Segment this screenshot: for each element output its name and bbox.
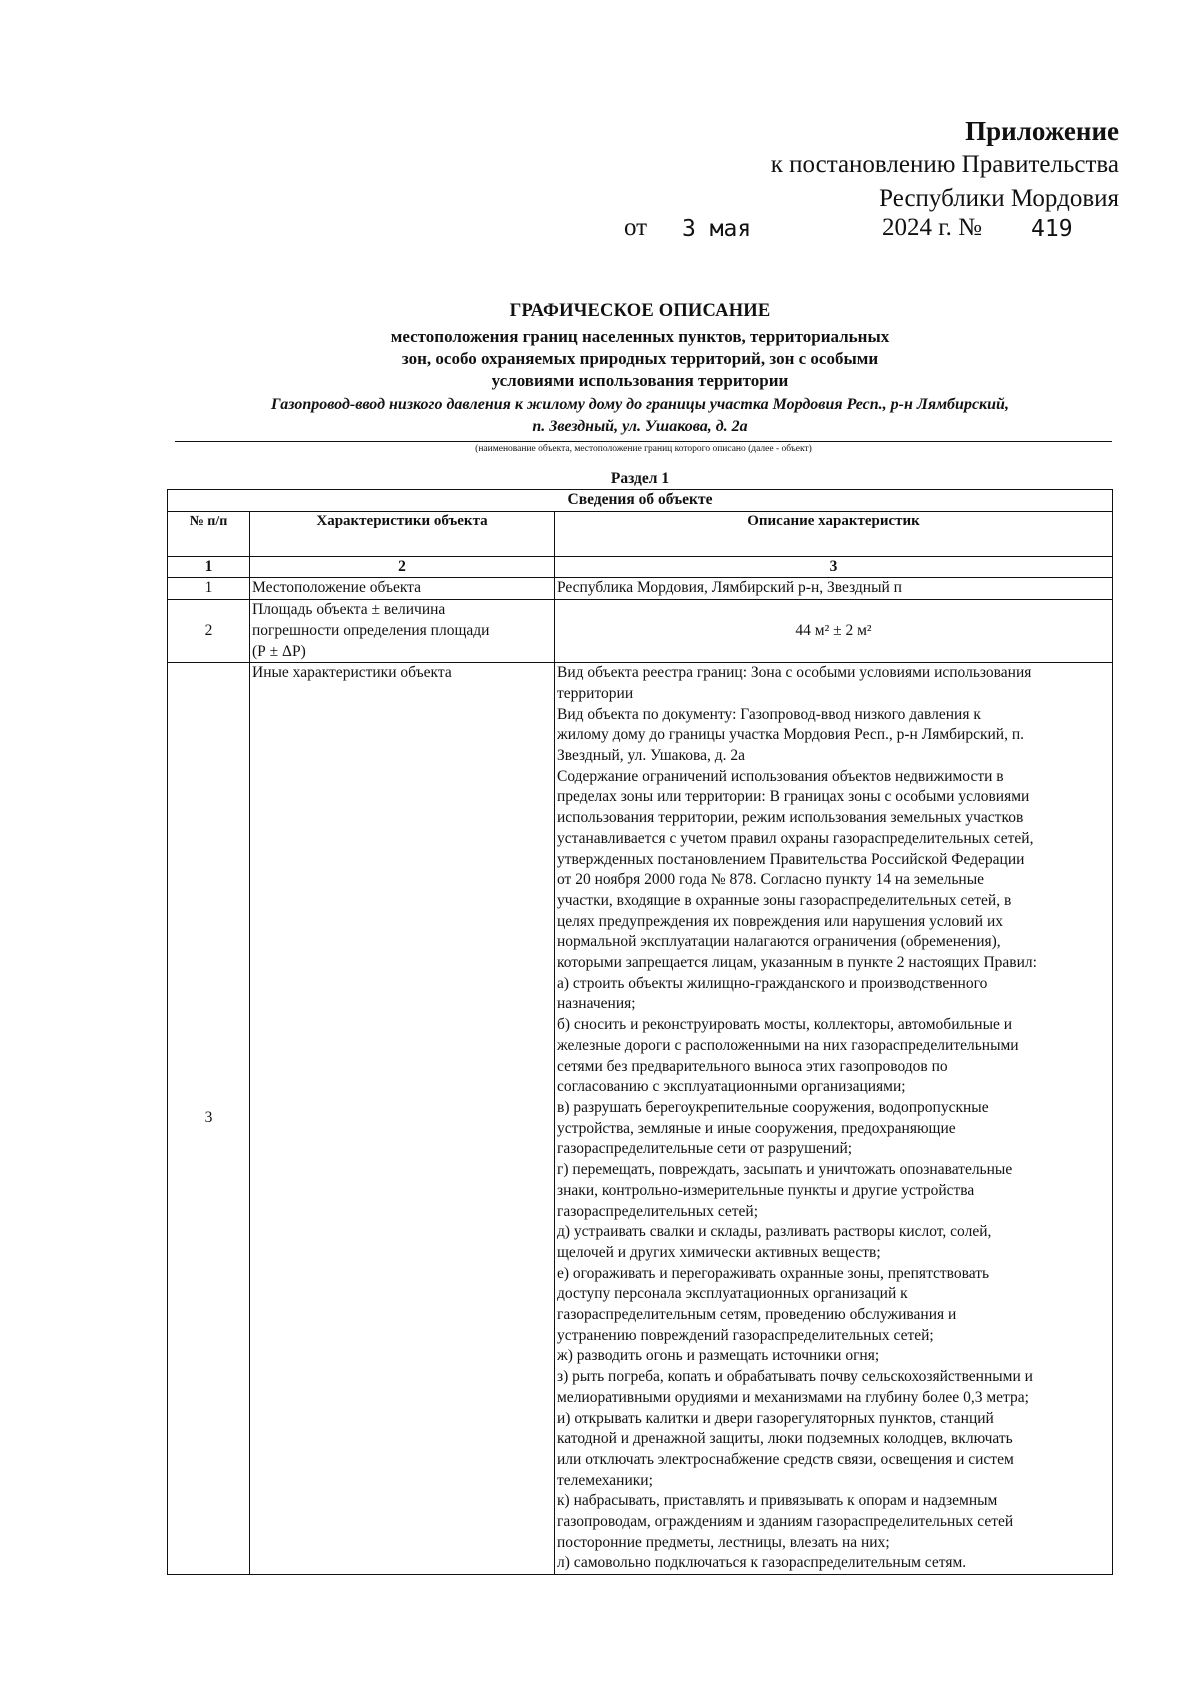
row-description: 44 м² ± 2 м² xyxy=(555,600,1113,663)
description-line: л) самовольно подключаться к газораспределительным сетям. xyxy=(557,1554,967,1572)
column-number: 1 xyxy=(168,556,250,578)
description-line: катодной и дренажной защиты, люки подземных колодцев, включать xyxy=(557,1430,1013,1448)
column-number: 2 xyxy=(250,556,555,578)
date-prefix: от xyxy=(624,214,648,241)
row-number: 2 xyxy=(168,600,250,663)
row-description xyxy=(555,663,1113,1575)
description-line: а) строить объекты жилищно-гражданского и производственного xyxy=(557,974,988,992)
description-line: доступу персонала эксплуатационных организаций к xyxy=(557,1285,908,1303)
description-line: использования территории, режим использования земельных участков xyxy=(557,809,1024,827)
doc-subtitle-line: условиями использования территории xyxy=(491,371,789,390)
column-header-number: № п/п xyxy=(168,511,250,556)
description-line: которыми запрещается лицам, указанным в пункте 2 настоящих Правил: xyxy=(557,954,1037,972)
object-name-line: п. Звездный, ул. Ушакова, д. 2а xyxy=(532,418,748,435)
decree-date-row xyxy=(624,214,1119,248)
description-line: нормальной эксплуатации налагаются ограничения (обременения), xyxy=(557,933,1001,951)
characteristic-line: (Р ± ΔР) xyxy=(252,642,306,660)
description-line: Вид объекта по документу: Газопровод-ввод низкого давления к xyxy=(557,705,981,723)
description-line: газораспределительным сетям, проведению обслуживания и xyxy=(557,1306,957,1324)
description-line: щелочей и других химически активных веществ; xyxy=(557,1243,881,1261)
column-number: 3 xyxy=(555,556,1113,578)
description-line: посторонние предметы, лестницы, влезать на них; xyxy=(557,1533,890,1551)
description-line: б) сносить и реконструировать мосты, коллекторы, автомобильные и xyxy=(557,1016,1013,1034)
description-line: территории xyxy=(557,684,634,702)
appendix-line-2: Республики Мордовия xyxy=(879,185,1119,212)
description-line: и) открывать калитки и двери газорегуляторных пунктов, станций xyxy=(557,1409,994,1427)
description-line: д) устраивать свалки и склады, разливать растворы кислот, солей, xyxy=(557,1223,992,1241)
section-label: Раздел 1 xyxy=(610,470,670,487)
description-line: газораспределительных сетей; xyxy=(557,1202,759,1220)
row-characteristic: Иные характеристики объекта xyxy=(250,663,555,1575)
description-line: устройства, земляные и иные сооружения, предохраняющие xyxy=(557,1119,956,1137)
object-info-table xyxy=(167,489,1113,1575)
description-line: пределах зоны или территории: В границах зоны с особыми условиями xyxy=(557,788,1030,806)
description-line: целях предупреждения их повреждения или нарушения условий их xyxy=(557,912,1004,930)
description-line: назначения; xyxy=(557,995,636,1013)
description-line: е) огораживать и перегораживать охранные зоны, препятствовать xyxy=(557,1264,990,1282)
row-number: 1 xyxy=(168,578,250,600)
table-caption: Сведения об объекте xyxy=(168,490,1113,512)
date-year: 2024 г. № xyxy=(882,214,983,241)
column-header-description: Описание характеристик xyxy=(555,511,1113,556)
characteristic-line: Площадь объекта ± величина xyxy=(252,601,446,619)
description-line: устанавливается с учетом правил охраны газораспределительных сетей, xyxy=(557,829,1034,847)
description-line: сетями без предварительного выноса этих газопроводов по xyxy=(557,1057,948,1075)
description-line: газораспределительные сети от разрушений; xyxy=(557,1140,853,1158)
column-header-characteristic: Характеристики объекта xyxy=(250,511,555,556)
description-line: утвержденных постановлением Правительства Российской Федерации xyxy=(557,850,1025,868)
doc-subtitle-line: местоположения границ населенных пунктов, территориальных xyxy=(390,327,890,346)
object-note: (наименование объекта, местоположение границ которого описано (далее - объект) xyxy=(475,444,812,454)
description-line: устранению повреждений газораспределительных сетей; xyxy=(557,1326,934,1344)
description-line: от 20 ноября 2000 года № 878. Согласно пункту 14 на земельные xyxy=(557,871,984,889)
description-line: или отключать электроснабжение средств связи, освещения и систем xyxy=(557,1450,1014,1468)
row-number: 3 xyxy=(168,663,250,1575)
description-line: з) рыть погреба, копать и обрабатывать почву сельскохозяйственными и xyxy=(557,1368,1033,1386)
table-row xyxy=(168,600,1113,663)
description-line: Вид объекта реестра границ: Зона с особыми условиями использования xyxy=(557,664,1032,682)
description-line: железные дороги с расположенными на них газораспределительными xyxy=(557,1036,1019,1054)
table-row xyxy=(168,663,1113,1575)
description-line: жилому дому до границы участка Мордовия Респ., р-н Лямбирский, п. xyxy=(557,726,1025,744)
doc-heading: ГРАФИЧЕСКОЕ ОПИСАНИЕ xyxy=(509,301,771,321)
description-line: мелиоративными орудиями и механизмами на глубину более 0,3 метра; xyxy=(557,1388,1029,1406)
description-line: Звездный, ул. Ушакова, д. 2а xyxy=(557,747,746,765)
appendix-title: Приложение xyxy=(965,116,1119,146)
description-line: ж) разводить огонь и размещать источники огня; xyxy=(557,1347,880,1365)
description-line: согласованию с эксплуатационными организациями; xyxy=(557,1078,906,1096)
row-characteristic xyxy=(250,600,555,663)
doc-subtitle-line: зон, особо охраняемых природных территорий, зон с особыми xyxy=(401,349,879,368)
table-row xyxy=(168,578,1113,600)
appendix-line-1: к постановлению Правительства xyxy=(770,151,1119,178)
description-line: к) набрасывать, приставлять и привязывать к опорам и надземным xyxy=(557,1492,998,1510)
description-line: Содержание ограничений использования объектов недвижимости в xyxy=(557,767,1004,785)
characteristic-line: погрешности определения площади xyxy=(252,621,490,639)
description-line: г) перемещать, повреждать, засыпать и уничтожать опознавательные xyxy=(557,1161,1013,1179)
description-line: в) разрушать берегоукрепительные сооружения, водопропускные xyxy=(557,1098,989,1116)
row-characteristic: Местоположение объекта xyxy=(250,578,555,600)
description-line: газопроводам, ограждениям и зданиям газораспределительных сетей xyxy=(557,1513,1014,1531)
object-name-line: Газопровод-ввод низкого давления к жилому дому до границы участка Мордовия Респ., р-н Лямбирский, xyxy=(271,396,1009,413)
description-line: телемеханики; xyxy=(557,1471,653,1489)
object-underline xyxy=(175,441,1112,442)
row-description: Республика Мордовия, Лямбирский р-н, Звездный п xyxy=(555,578,1113,600)
description-line: знаки, контрольно-измерительные пункты и другие устройства xyxy=(557,1181,975,1199)
description-line: участки, входящие в охранные зоны газораспределительных сетей, в xyxy=(557,891,1012,909)
decree-number: 419 xyxy=(1031,216,1073,242)
date-day-month: 3 мая xyxy=(682,216,752,242)
